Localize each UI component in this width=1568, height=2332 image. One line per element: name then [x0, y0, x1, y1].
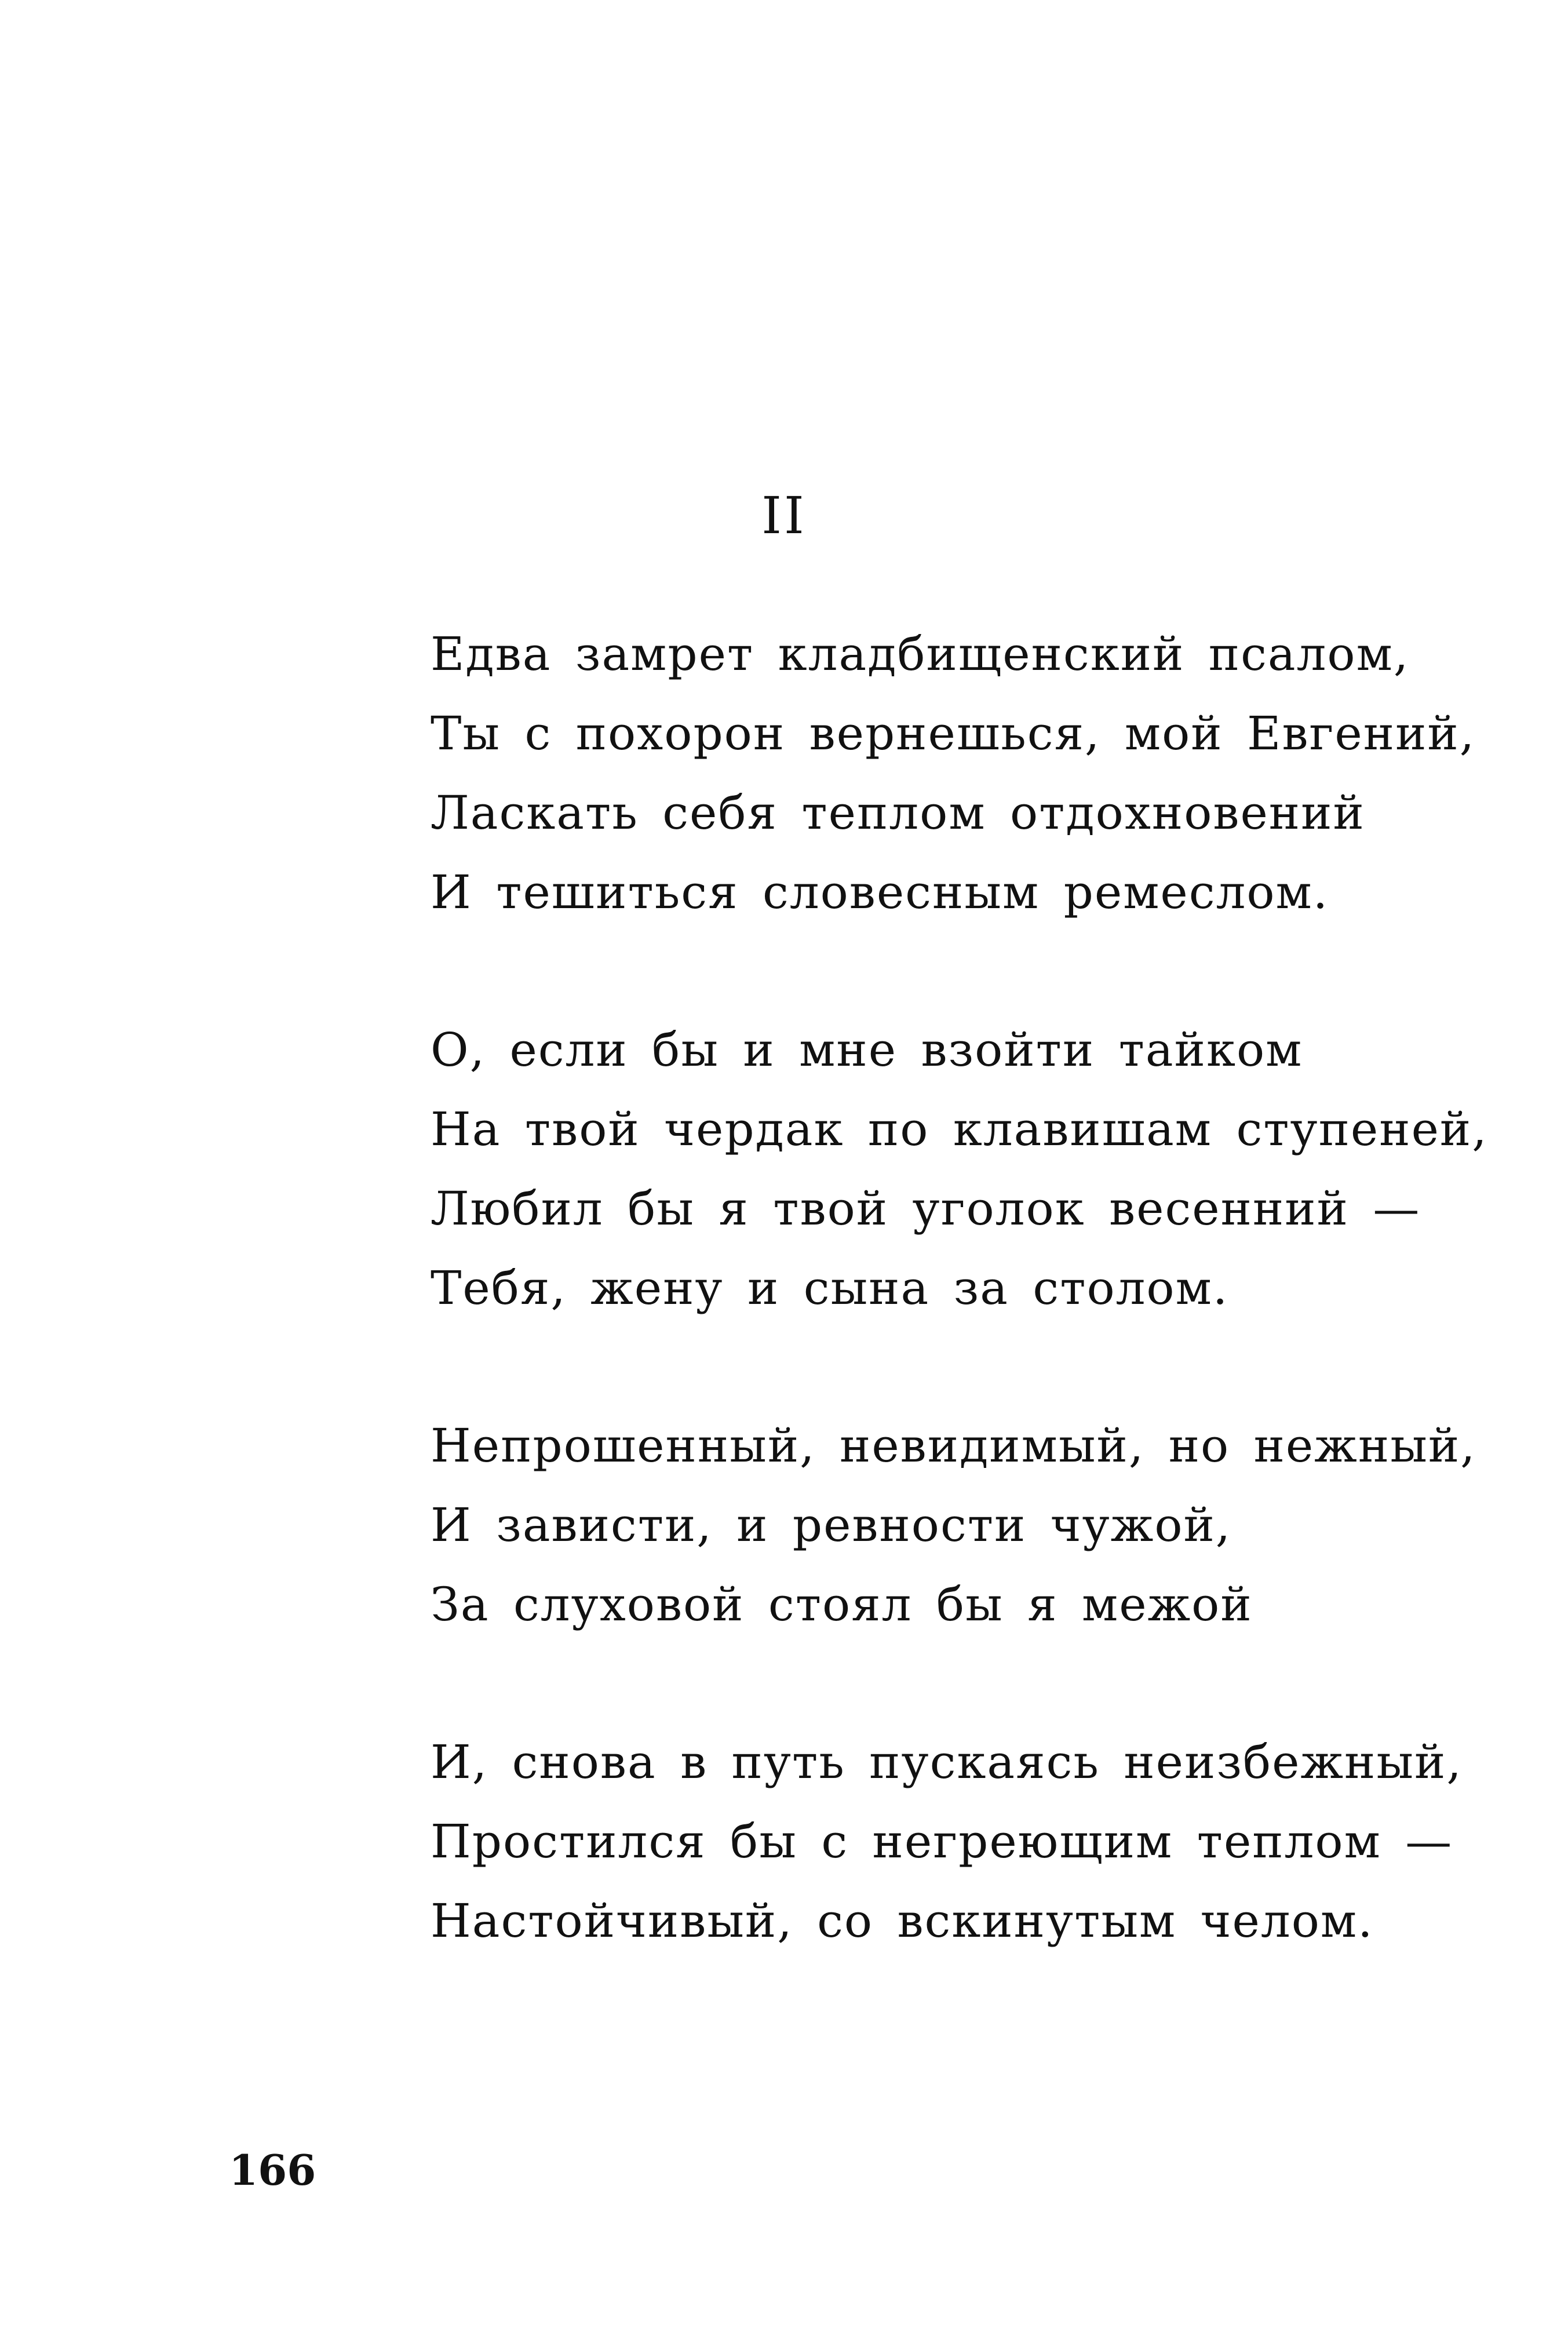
stanza-3: [431, 1406, 1531, 1644]
poem-line: И тешиться словесным ремеслом.: [431, 865, 1329, 919]
section-numeral: II: [761, 486, 807, 545]
poem-line: Тебя, жену и сына за столом.: [431, 1261, 1229, 1315]
poem-line: Ты с похорон вернешься, мой Евгений,: [431, 706, 1476, 760]
poem-line: И, снова в путь пускаясь неизбежный,: [431, 1735, 1463, 1789]
stanza-4: [431, 1722, 1531, 1961]
poem-line: И зависти, и ревности чужой,: [431, 1498, 1232, 1552]
poem-line: Любил бы я твой уголок весенний —: [431, 1182, 1421, 1236]
poem-line: Едва замрет кладбищенский псалом,: [431, 627, 1410, 681]
poem-body: [431, 614, 1531, 2039]
stanza-2: [431, 1010, 1531, 1328]
page-number: 166: [229, 2145, 316, 2195]
poem-line: Непрошенный, невидимый, но нежный,: [431, 1419, 1476, 1473]
poem-line: На твой чердак по клавишам ступеней,: [431, 1102, 1488, 1156]
poem-line: О, если бы и мне взойти тайком: [431, 1023, 1303, 1077]
poem-line: За слуховой стоял бы я межой: [431, 1577, 1253, 1631]
poem-line: Простился бы с негреющим теплом —: [431, 1814, 1453, 1868]
stanza-1: [431, 614, 1531, 932]
poem-line: Настойчивый, со вскинутым челом.: [431, 1894, 1374, 1948]
poem-line: Ласкать себя теплом отдохновений: [431, 786, 1365, 840]
